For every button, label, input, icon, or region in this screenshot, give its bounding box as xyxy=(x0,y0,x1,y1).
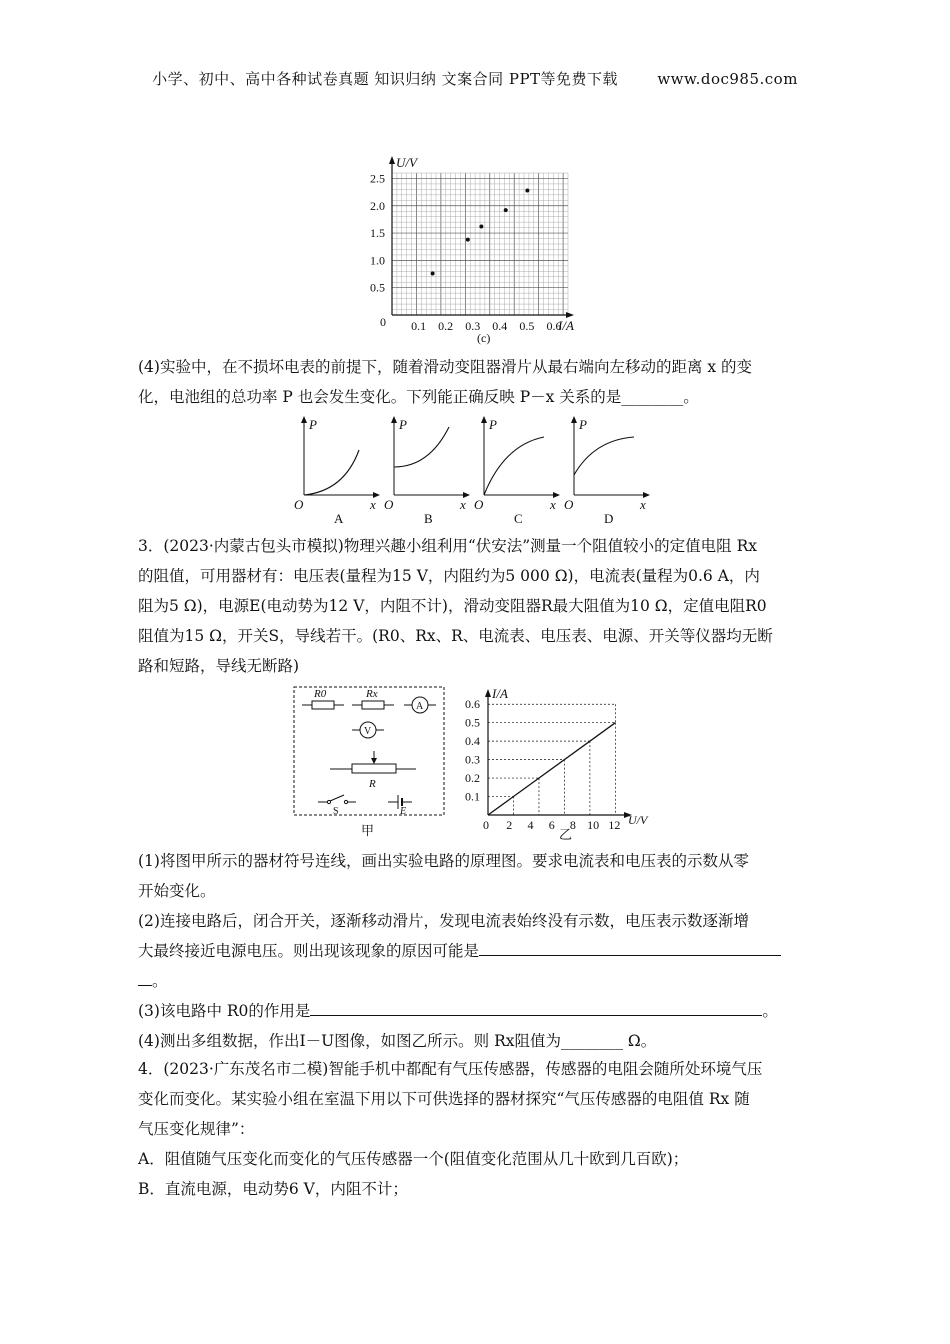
q3-p3: (3)该电路中 R0的作用是 。 xyxy=(138,996,818,1026)
q3-p2-l3: 。 xyxy=(138,966,818,996)
diagram-jia-caption: 甲 xyxy=(361,823,375,838)
chart-c-y-tick: 1.0 xyxy=(370,253,385,268)
q3-line: 3．(2023·内蒙古包头市模拟)物理兴趣小组利用“伏安法”测量一个阻值较小的定值电阻 Rx xyxy=(138,537,758,555)
chart-c-origin: 0 xyxy=(380,315,386,329)
option-label: B xyxy=(424,511,433,525)
q3-line: 路和短路，导线无断路) xyxy=(138,657,300,675)
chart-c xyxy=(360,150,600,350)
chart-yi-xlabel: U/V xyxy=(628,813,648,827)
voltmeter-label: V xyxy=(364,726,372,737)
option-x-label: x xyxy=(460,497,466,512)
q2-part4-line1: (4)实验中，在不损坏电表的前提下，随着滑动变阻器滑片从最右端向左移动的距离 x 的变 xyxy=(138,358,753,376)
option-y-arrow xyxy=(301,416,307,423)
option-origin: O xyxy=(564,497,574,512)
q2-part4-line2: 化，电池组的总功率 P 也会发生变化。下列能正确反映 P－x 关系的是________。 xyxy=(138,388,699,406)
chart-c-x-tick: 0.4 xyxy=(492,319,508,333)
answer-blank[interactable] xyxy=(138,967,152,986)
source-label: E xyxy=(400,806,407,817)
q3-line: 阻为5 Ω)，电源E(电动势为12 V，内阻不计)，滑动变阻器R最大阻值为10 Ω，定值电阻R0 xyxy=(138,597,767,615)
q4-line: 变化而变化。某实验小组在室温下用以下可供选择的器材探究“气压传感器的电阻值 Rx 随 xyxy=(138,1090,750,1108)
chart-c-xlabel: I/A xyxy=(558,318,574,333)
q3-parts xyxy=(138,846,818,1056)
q2-part4 xyxy=(138,352,818,412)
ammeter-label: A xyxy=(416,701,424,712)
option-origin: O xyxy=(474,497,484,512)
q3-p1-l2: 开始变化。 xyxy=(138,882,216,900)
chart-c-y-tick: 2.5 xyxy=(370,171,385,186)
option-y-label: P xyxy=(309,417,317,432)
option-curve xyxy=(574,437,634,475)
chart-c-point xyxy=(431,271,435,275)
answer-blank[interactable] xyxy=(310,997,762,1016)
chart-c-x-tick: 0.2 xyxy=(438,319,454,333)
chart-yi-x-tick: 8 xyxy=(569,818,576,832)
chart-yi-y-tick: 0.1 xyxy=(465,789,480,804)
page-header xyxy=(0,68,950,89)
chart-c-x-tick: 0.6 xyxy=(546,319,562,333)
option-label: A xyxy=(334,511,344,525)
chart-c-y-tick: 0.5 xyxy=(370,280,385,295)
option-curve xyxy=(304,450,359,495)
option-y-label: P xyxy=(579,417,587,432)
chart-c-point xyxy=(479,225,483,229)
rx-label: Rx xyxy=(366,688,378,700)
chart-yi-x-tick: 6 xyxy=(548,818,555,832)
rx-resistor xyxy=(362,701,384,709)
chart-c-point xyxy=(504,208,508,212)
header-site: www.doc985.com xyxy=(657,70,798,88)
header-text: 小学、初中、高中各种试卷真题 知识归纳 文案合同 PPT等免费下载 xyxy=(152,70,619,88)
chart-yi-y-tick: 0.6 xyxy=(465,697,480,712)
chart-c-y-tick: 2.0 xyxy=(370,198,385,213)
q3-stem xyxy=(138,531,818,681)
q4-line: B．直流电源，电动势6 V，内阻不计； xyxy=(138,1180,408,1198)
option-graph-c xyxy=(474,416,560,525)
chart-yi-x-tick: 4 xyxy=(527,818,534,832)
chart-yi-y-tick: 0.2 xyxy=(465,771,480,786)
rheostat-label: R xyxy=(369,778,376,790)
option-origin: O xyxy=(384,497,394,512)
chart-c-grid xyxy=(392,173,568,315)
q4-line: A．阻值随气压变化而变化的气压传感器一个(阻值变化范围从几十欧到几百欧)； xyxy=(138,1150,689,1168)
option-label: C xyxy=(514,511,523,525)
chart-yi-caption: 乙 xyxy=(559,827,573,842)
option-x-label: x xyxy=(550,497,556,512)
answer-blank[interactable] xyxy=(479,937,781,956)
q4-stem xyxy=(138,1054,818,1204)
option-y-arrow xyxy=(391,416,397,423)
r0-resistor xyxy=(312,701,334,709)
chart-c-x-tick: 0.3 xyxy=(465,319,481,333)
q4-line: 气压变化规律”： xyxy=(138,1120,255,1138)
chart-c-x-tick: 0.5 xyxy=(519,319,535,333)
chart-yi-y-tick: 0.4 xyxy=(465,734,480,749)
q3-p2-l2: 大最终接近电源电压。则出现该现象的原因可能是 xyxy=(138,936,818,966)
q3-line: 的阻值，可用器材有：电压表(量程为15 V，内阻约为5 000 Ω)，电流表(量程为0.6 A，内 xyxy=(138,567,760,585)
option-graph-d xyxy=(564,416,650,525)
option-y-arrow xyxy=(571,416,577,423)
option-curve xyxy=(394,427,449,467)
option-y-label: P xyxy=(399,417,407,432)
diagram-jia xyxy=(290,683,450,841)
switch-label: S xyxy=(333,806,339,817)
q4-line: 4．(2023·广东茂名市二模)智能手机中都配有气压传感器，传感器的电阻会随所处环境气压 xyxy=(138,1060,763,1078)
q3-p1-l1: (1)将图甲所示的器材符号连线，画出实验电路的原理图。要求电流表和电压表的示数从零 xyxy=(138,852,749,870)
option-graph-b xyxy=(384,416,470,525)
option-y-arrow xyxy=(481,416,487,423)
option-y-label: P xyxy=(489,417,497,432)
chart-c-caption: (c) xyxy=(477,331,491,345)
switch-symbol xyxy=(330,795,344,801)
chart-yi-origin: 0 xyxy=(483,818,489,832)
q3-p2-l1: (2)连接电路后，闭合开关，逐渐移动滑片，发现电流表始终没有示数，电压表示数逐渐增 xyxy=(138,912,749,930)
chart-yi-x-tick: 2 xyxy=(506,818,513,832)
chart-yi xyxy=(460,683,660,843)
option-graph-a xyxy=(294,416,380,525)
chart-yi-y-tick: 0.3 xyxy=(465,752,480,767)
chart-yi-x-tick: 12 xyxy=(608,818,621,832)
option-curve xyxy=(484,437,544,495)
option-origin: O xyxy=(294,497,304,512)
r0-label: R0 xyxy=(314,688,327,700)
option-x-label: x xyxy=(640,497,646,512)
chart-c-y-tick: 1.5 xyxy=(370,226,385,241)
chart-c-y-arrow xyxy=(389,156,395,164)
chart-c-point xyxy=(525,188,529,192)
option-label: D xyxy=(604,511,614,525)
chart-yi-line xyxy=(488,723,615,815)
chart-c-ylabel: U/V xyxy=(396,155,417,170)
option-graphs xyxy=(280,413,660,525)
chart-c-x-tick: 0.1 xyxy=(411,319,427,333)
rheostat-symbol xyxy=(352,764,396,773)
chart-yi-ylabel: I/A xyxy=(492,686,508,701)
chart-yi-y-tick: 0.5 xyxy=(465,715,480,730)
q3-line: 阻值为15 Ω，开关S，导线若干。(R0、Rx、R、电流表、电压表、电源、开关等仪器均无断 xyxy=(138,627,773,645)
chart-yi-x-tick: 10 xyxy=(587,818,600,832)
q3-p4: (4)测出多组数据，作出I－U图像，如图乙所示。则 Rx阻值为________ Ω。 xyxy=(138,1032,657,1050)
option-x-label: x xyxy=(370,497,376,512)
chart-c-point xyxy=(466,238,470,242)
